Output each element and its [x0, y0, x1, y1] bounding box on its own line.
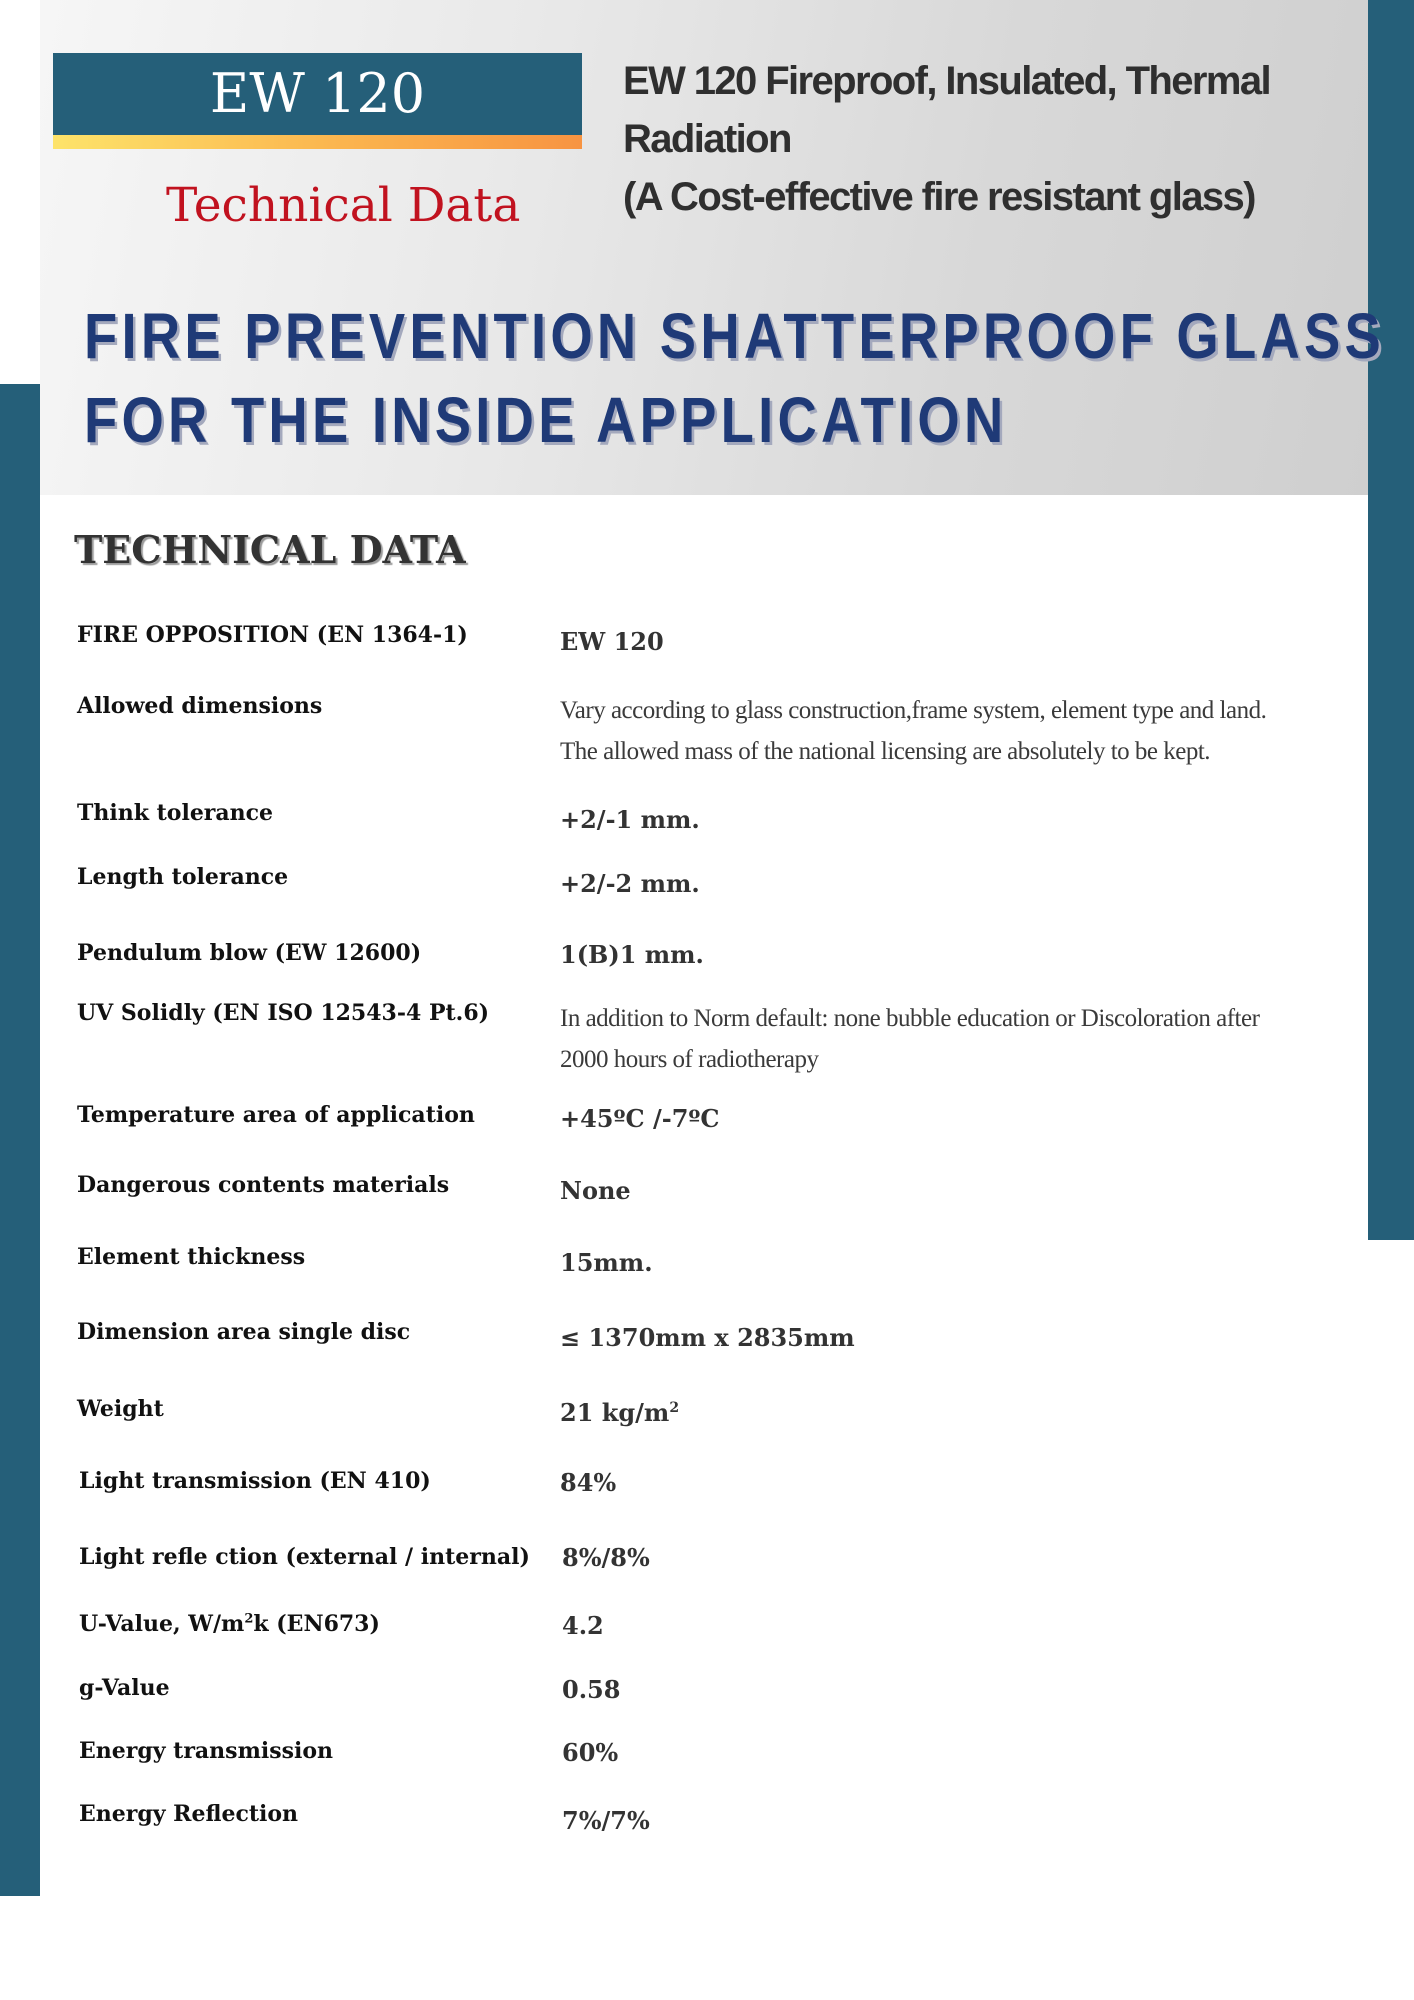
banner-line-1: FIRE PREVENTION SHATTERPROOF GLASS	[84, 300, 1386, 372]
spec-label-dangerous-contents: Dangerous contents materials	[77, 1172, 450, 1198]
spec-value-weight	[560, 1398, 679, 1427]
spec-label-element-thickness: Element thickness	[77, 1244, 306, 1270]
spec-label-length-tolerance: Length tolerance	[77, 864, 289, 890]
spec-label-energy-transmission: Energy transmission	[79, 1738, 333, 1764]
spec-value-element-thickness: 15mm.	[560, 1248, 653, 1277]
technical-data-subtitle: Technical Data	[166, 178, 521, 233]
spec-value-line-2: The allowed mass of the national licensing are absolutely to be kept.	[560, 738, 1211, 765]
product-title-line-2: (A Cost-effective fire resistant glass)	[623, 175, 1255, 219]
weight-value-main: 21 kg/m	[560, 1398, 670, 1427]
right-accent-bar	[1368, 0, 1414, 1240]
spec-label-weight: Weight	[77, 1396, 164, 1422]
spec-value-think-tolerance: +2/-1 mm.	[560, 805, 700, 834]
spec-label-light-transmission: Light transmission (EN 410)	[79, 1468, 431, 1494]
spec-value-light-reflection: 8%/8%	[562, 1543, 650, 1572]
spec-value-energy-reflection: 7%/7%	[562, 1806, 650, 1835]
spec-label-temperature-area: Temperature area of application	[77, 1102, 475, 1128]
spec-value-length-tolerance: +2/-2 mm.	[560, 869, 700, 898]
weight-value-superscript: 2	[669, 1400, 680, 1416]
spec-label-allowed-dimensions: Allowed dimensions	[77, 693, 323, 719]
product-code-badge: EW 120	[53, 53, 582, 135]
product-title	[623, 52, 1363, 226]
product-title-line-1: EW 120 Fireproof, Insulated, Thermal Radiation	[623, 59, 1270, 161]
spec-value-line-1: Vary according to glass construction,frame system, element type and land.	[560, 697, 1267, 724]
spec-value-light-transmission: 84%	[560, 1468, 617, 1497]
banner-line-2: FOR THE INSIDE APPLICATION	[84, 384, 1008, 456]
u-value-label-superscript: 2	[244, 1611, 254, 1627]
banner-heading	[84, 294, 1385, 462]
spec-label-uv-solidly: UV Solidly (EN ISO 12543-4 Pt.6)	[77, 1000, 490, 1026]
left-accent-bar	[0, 384, 40, 1896]
spec-value-pendulum-blow: 1(B)1 mm.	[560, 940, 704, 969]
spec-label-energy-reflection: Energy Reflection	[79, 1801, 299, 1827]
spec-value-u-value: 4.2	[562, 1611, 604, 1640]
spec-value-fire-opposition: EW 120	[560, 627, 664, 656]
spec-value-uv-solidly	[560, 998, 1259, 1080]
spec-label-dimension-area: Dimension area single disc	[77, 1319, 411, 1345]
spec-value-g-value: 0.58	[562, 1675, 621, 1704]
spec-value-line-2: 2000 hours of radiotherapy	[560, 1046, 819, 1073]
spec-value-temperature-area: +45ºC /-7ºC	[560, 1104, 720, 1133]
u-value-label-text: U-Value, W/m	[79, 1611, 245, 1637]
spec-label-think-tolerance: Think tolerance	[77, 800, 274, 826]
spec-value-allowed-dimensions	[560, 690, 1266, 772]
section-title: TECHNICAL DATA	[74, 527, 466, 572]
spec-value-energy-transmission: 60%	[562, 1738, 619, 1767]
spec-label-light-reflection: Light refle ction (external / internal)	[79, 1544, 530, 1570]
spec-value-line-1: In addition to Norm default: none bubble education or Discoloration after	[560, 1005, 1260, 1032]
spec-label-fire-opposition: FIRE OPPOSITION (EN 1364-1)	[77, 622, 468, 648]
spec-label-pendulum-blow: Pendulum blow (EW 12600)	[77, 940, 422, 966]
spec-value-dimension-area: ≤ 1370mm x 2835mm	[560, 1323, 855, 1352]
spec-label-u-value	[79, 1611, 380, 1637]
badge-gradient-stripe	[53, 135, 582, 149]
u-value-label-suffix: k (EN673)	[253, 1611, 380, 1637]
spec-label-g-value: g-Value	[79, 1675, 170, 1701]
spec-value-dangerous-contents: None	[560, 1176, 631, 1205]
